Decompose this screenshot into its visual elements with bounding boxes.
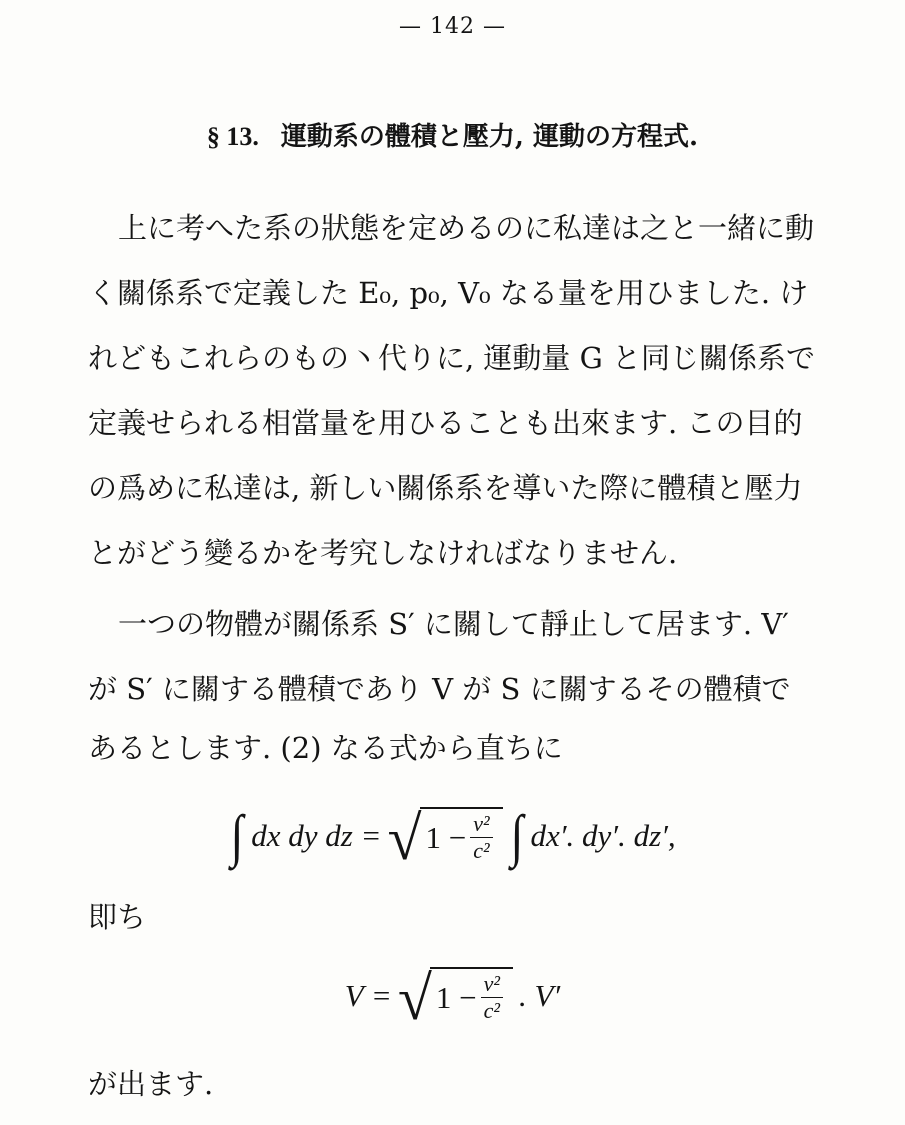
connector-text: が出ます. (88, 1067, 214, 1101)
paragraph-line: が S′ に關する體積であり V が S に關するその體積で (88, 672, 791, 706)
equation-integral (0, 800, 905, 871)
equation-rhs: dx′. dy′. dz′, (530, 817, 676, 853)
fraction-numerator: v² (470, 811, 492, 838)
paragraph-line: 上に考へた系の狀態を定めるのに私達は之と一緒に動 (118, 211, 815, 245)
integral-sign: ∫ (230, 803, 244, 868)
fraction-denominator: c² (473, 838, 490, 863)
paragraph-line: の爲めに私達は, 新しい關係系を導いた際に體積と壓力 (88, 471, 803, 505)
radical-icon: √ (387, 805, 422, 873)
sqrt-one: 1 − (425, 819, 467, 855)
sqrt-one: 1 − (435, 979, 477, 1015)
fraction (481, 971, 503, 1024)
radical-icon: √ (397, 965, 432, 1033)
paragraph-line: く關係系で定義した E₀, p₀, V₀ なる量を用ひました. け (88, 276, 809, 310)
square-root (398, 960, 513, 1031)
integral-sign: ∫ (510, 803, 523, 868)
equation-lhs: V = (344, 977, 392, 1013)
page-number: — 142 — (399, 14, 506, 39)
equation-lhs: dx dy dz = (251, 817, 382, 853)
paragraph-line: れどもこれらのもの丶代りに, 運動量 G と同じ關係系で (88, 341, 816, 375)
paragraph-line: 定義せられる相當量を用ひることも出來ます. この目的 (88, 406, 803, 440)
square-root (387, 800, 502, 871)
equation-rhs: . V′ (518, 977, 561, 1013)
paragraph-line: あるとします. (2) なる式から直ちに (88, 731, 563, 765)
connector-text: 即ち (88, 900, 147, 934)
section-title: 運動系の體積と壓力, 運動の方程式. (280, 122, 699, 152)
paragraph-line: 一つの物體が關係系 S′ に關して靜止して居ます. V′ (118, 607, 789, 641)
section-heading (0, 116, 905, 153)
fraction-numerator: v² (481, 971, 503, 998)
fraction (470, 811, 492, 864)
paragraph-line: とがどう變るかを考究しなければなりません. (88, 536, 678, 570)
section-number: § 13. (206, 122, 259, 151)
equation-volume (0, 960, 905, 1031)
fraction-denominator: c² (483, 998, 500, 1023)
